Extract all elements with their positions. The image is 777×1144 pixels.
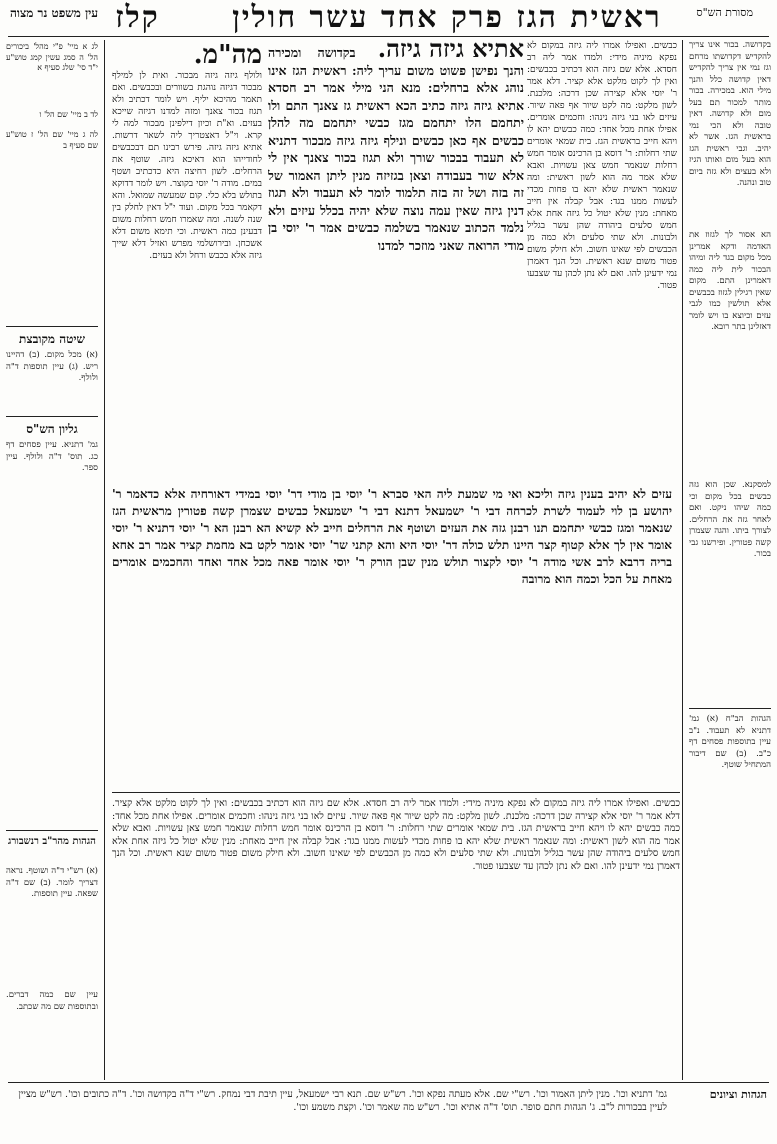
right-margin-rule	[689, 708, 771, 709]
left-small-a: לג א מיי' פ"י מהל' ביכורים הל' ה סמג עשין קמג טוש"ע י"ד סי' שלג סעיף א	[6, 42, 98, 72]
masoret-hashas-label: מסורת הש"ס	[696, 6, 753, 19]
right-column-divider	[682, 40, 683, 1080]
hagahot-text: (א) רש"י ד"ה ושוטף. נראה דצריך לומר. (ב) שם ד"ה שפאה. עיין תוספות.	[6, 866, 98, 899]
tosafot-header	[112, 40, 262, 70]
left-rule-3	[6, 830, 98, 831]
rashi-lower-block: כבשים. ואפילו אמרו ליה גיזה במקום לא נפקא מיניה מידי: ולמדו אמר ליה רב חסדא. אלא שם גיזה הוא דכתיב בכבשים: ואין לך לקוט מלקט אלא קציר. דלא אמר ר' יוסי אלא קצירה שכן דרכה: מלכנת. לשון מלקט: מה לקט שיור אף פאה שיור. עיזים לאו בני גיזה נינהו: וחכמים אומרים. אפילו אחת מכל אחד: כמה כבשים יהא לו ויהא חייב בראשית הגז. בית שמאי אומרים שתי רחלות: ר' דוסא בן הרכינס אומר חמש רחלות שנאמר חמש צאן עשויות. ואבא שלא אמר מה הוא לשון ראשית: ומה שנאמר ראשית שלא יהא בו פחות מכדי לעשות ממנו בגד: אבל קבלה אין חייב מאחת: מנין שלא יטול כל גיזה אחת אלא חמש סלעים ביהודה שהן עשר בגליל ולבונות. ולא שתי סלעים ולא כמה מן הכבשים לפי שאינו חשוב. ולא חילק משום פטור משום שנא ראשית. וכל הנך דאמרן נמי ידעינן להו. ואם לא נתן לכהן עד שצבעו פטור.	[112, 798, 680, 872]
chapter-title: ראשית הגז פרק אחד עשר חולין	[232, 0, 662, 35]
footer-text: גמ' דתניא וכו'. מנין ליתן האמור וכו'. רש"י שם. אלא מעתה נפקא וכו'. רש"ש שם. תנא רבי ישמעאל, עיין תיבת דבי נמחק. רש"י ד"ה בקדושה וכו'. ד"ה כתובים וכו'. רש"ש מציין לעיין בבכורות ל"ב. ג' הגהות חתם סופר. תוס' ד"ה אתיא וכו'. רש"ש מה שאמר וכו'. וקצת משמע וכו'.	[18, 1089, 667, 1113]
folio-number: קלז	[115, 0, 160, 35]
right-margin-low: למסקנא. שכן הוא גזה כבשים בכל מקום וכי כמה שיהו ניקט. ואם לאחר גזה את הרחלים. לצורך ביתו. והגה שצמרן קשה פטורין. ופירשנו גבי בכור.	[689, 480, 771, 559]
tosafot-opener: מה"מ.	[193, 40, 262, 70]
commentary-rule	[112, 792, 680, 793]
right-margin-top: בקדושה. בכור אינו צריך להקדיש דקדושתו מרחם וגז נמי אין צריך להקדיש דאין קדושה כלל והנך מילי הוא. במכירה. בכור מותר למכור תם בעל מום ולא קדושה. דאין טובה ולא הכי נמי בראשית הגז. אשר לא יהיב. וגבי ראשית הגז הוא בעל מום ואותו הגיז ולא בעצים ולא גזה ביום טוב ונהנה.	[689, 40, 771, 188]
page-title	[0, 0, 777, 35]
left-rule-2	[6, 416, 98, 417]
ein-mishpat-label: עין משפט נר מצוה	[10, 6, 99, 20]
shita-mekubetzet-heading: שיטה מקובצת	[19, 332, 85, 346]
left-column-divider	[104, 40, 105, 1080]
hagahot-heading: הגהות מהר"ב רנשבורג	[8, 836, 96, 847]
footer-label: הגהות וציונים	[709, 1088, 767, 1101]
left-rule-1	[6, 326, 98, 327]
rashi-top-column: כבשים. ואפילו אמרו ליה גיזה במקום לא נפקא מיניה מידי: ולמדו אמר ליה רב חסדא. אלא שם גיזה הוא דכתיב בכבשים: ואין לך לקוט מלקט אלא קציר. דלא אמר ר' יוסי אלא קצירה שכן דרכה: מלכנת. לשון מלקט: מה לקט שיור אף פאה שיור. עיזים לאו בני גיזה נינהו: וחכמים אומרים. אפילו אחת מכל אחד: כמה כבשים יהא לו ויהא חייב בראשית הגז. בית שמאי אומרים שתי רחלות: ר' דוסא בן הרכינס אומר חמש רחלות שנאמר חמש צאן עשויות. ואבא שלא אמר מה הוא לשון ראשית: ומה שנאמר ראשית שלא יהא בו פחות מכדי לעשות ממנו בגד: אבל קבלה אין חייב מאחת: מנין שלא יטול כל גיזה אחת אלא חמש סלעים ביהודה שהן עשר בגליל ולבונות. ולא שתי סלעים ולא כמה מן הכבשים לפי שאינו חשוב. ולא חילק משום פטור משום שנא ראשית. וכל הנך דאמרן נמי ידעינן להו. ואם לא נתן לכהן עד שצבעו פטור.	[527, 41, 677, 291]
right-margin-bottom: הגהות הב"ח (א) גמ' דתניא לא תעבוד. נ"ב עיין בתוספות פסחים דף כ"ב. (ב) שם דיבור המתחיל שוטף.	[689, 714, 771, 770]
gilyon-hashas-heading: גליון הש"ס	[26, 422, 78, 436]
left-small-b: לד ב מיי' שם הל' ו	[39, 110, 98, 119]
gilyon-hashas-text: גמ' דתניא. עיין פסחים דף כג. תוס' ד"ה ולולף. עיין ספר.	[6, 440, 98, 473]
gemara-text: בקדושה ומכירה והנך נפישן פשוט משום עריך ליה: ראשית הגז אינו נוהג אלא ברחלים: מנא הני מילי אמר רב חסדא אתיא גיזה גיזה כתיב הכא ראשית גז צאנך התם ולו יתחמם הלו יתחמם מגז כבשי יתחמם מה להלן כבשים אף כאן כבשים ונילף גיזה גיזה מבכור דתניא לא תעבוד בבכור שורך ולא תגוז בכור צאנך אין לי אלא שור בעבודה וצאן בגזיזה מנין ליתן האמור של זה בזה ושל זה בזה תלמוד לומר לא תעבוד ולא תגוז דנין גיזה שאין עמה נוצה שלא יהיה בכלל עיזים ולא נלמד הכתוב שנאמר בשלמה כבשים אמר ר' יוסי בן מודי הרואה שאני מוזכר למדנו	[268, 45, 524, 253]
right-margin-mid: הא אסור לך לגזוז את האדמה ודקא אמרינן מכל מקום בגד ליה ומיהו הבכור לית ליה כמה דאמרינן התם. מקום שאין רגילין לגזוז בכבשים אלא תולשין כמו לגבי עזים וכיוצא בו ויש לומר דאזלינן בתר רובא.	[689, 230, 771, 332]
footer-rule	[8, 1082, 769, 1083]
header-rule	[8, 36, 769, 37]
left-bottom-note: עיין שם כמה דברים. ובתוספות שם מה שכתב.	[6, 990, 98, 1012]
shita-mekubetzet-text: (א) מכל מקום. (ב) דהיינו ריש. (ג) עיין תוספות ד"ה ולולף.	[6, 350, 98, 383]
tosafot-top-column: ולולף גיזה גיזה מבכור. ואית לן למילף מבכור דגיזה נוהגת בשוורים ובכבשים. ואם תאמר מהיכא יליף. ויש לומר דכתיב ולא תגוז בכור צאנך ומזה למדנו דגיזה שייכא בעזים. וא"ת וכיון דילפינן מבכור למה לי קרא. וי"ל דאצטריך ליה לשאר דרשות. אתיא גיזה גיזה. פירש רבינו תם דבכבשים לחודייהו הוא דאיכא גיזה. שוטף את הרחלים. לשון רחיצה היא כדכתיב ושטף במים. מודה ר' יוסי בקוצר. ויש לומר דדוקא בתולש בלא כלי. קום שמעשה שמואל. והא דקאמר בכל מקום. ועוד י"ל דאין לחלק בין שנה לשנה. ומה שאמרו חמש רחלות משום דבעינן כמה ראשית. וכי תימא משום דלא אשכחן. ובירושלמי מפרש ואזיל דלא שייך גיזה אלא בכבש ורחל ולא בעזים.	[112, 71, 262, 261]
gemara-continuation: עזים לא יהיב בענין גיזה וליכא ואי מי שמעת ליה האי סברא ר' יוסי בן מודי דר' יוסי במידי דאורחיה אלא כדאמר ר' יהושע בן לוי לעמוד לשרת לכרחה דבי ר' ישמעאל דתנא דבי ר' ישמעאל כבשים שצמרן קשה פטורין מראשית הגז שנאמר ומגז כבשי יתחמם תנו רבנן גזה את העזים ושוטף את הרחלים חייב לא קשיא הא רבנן הא ר' יוסי דתניא ר' יוסי אומר אין לך אלא קטוף קצר היינו תלש כולה דר' יוסי היא והא קתני שר' יוסי אומר לקט בא מחמת קציר אמר רב אחא בריה דרבא לרב אשי מודה ר' יוסי לקצור תולש מנין שבן הורק ר' יוסי אומר פאה מכל אחד ואחד והחכמים אומרים מאחת על הכל וכמה הוא מרובה	[112, 487, 672, 586]
gemara-opener: אתיא גיזה גיזה.	[377, 40, 524, 63]
gemara-text-block	[268, 40, 524, 480]
left-small-c: לה ג מיי' שם הל' ז טוש"ע שם סעיף ב	[6, 130, 98, 150]
